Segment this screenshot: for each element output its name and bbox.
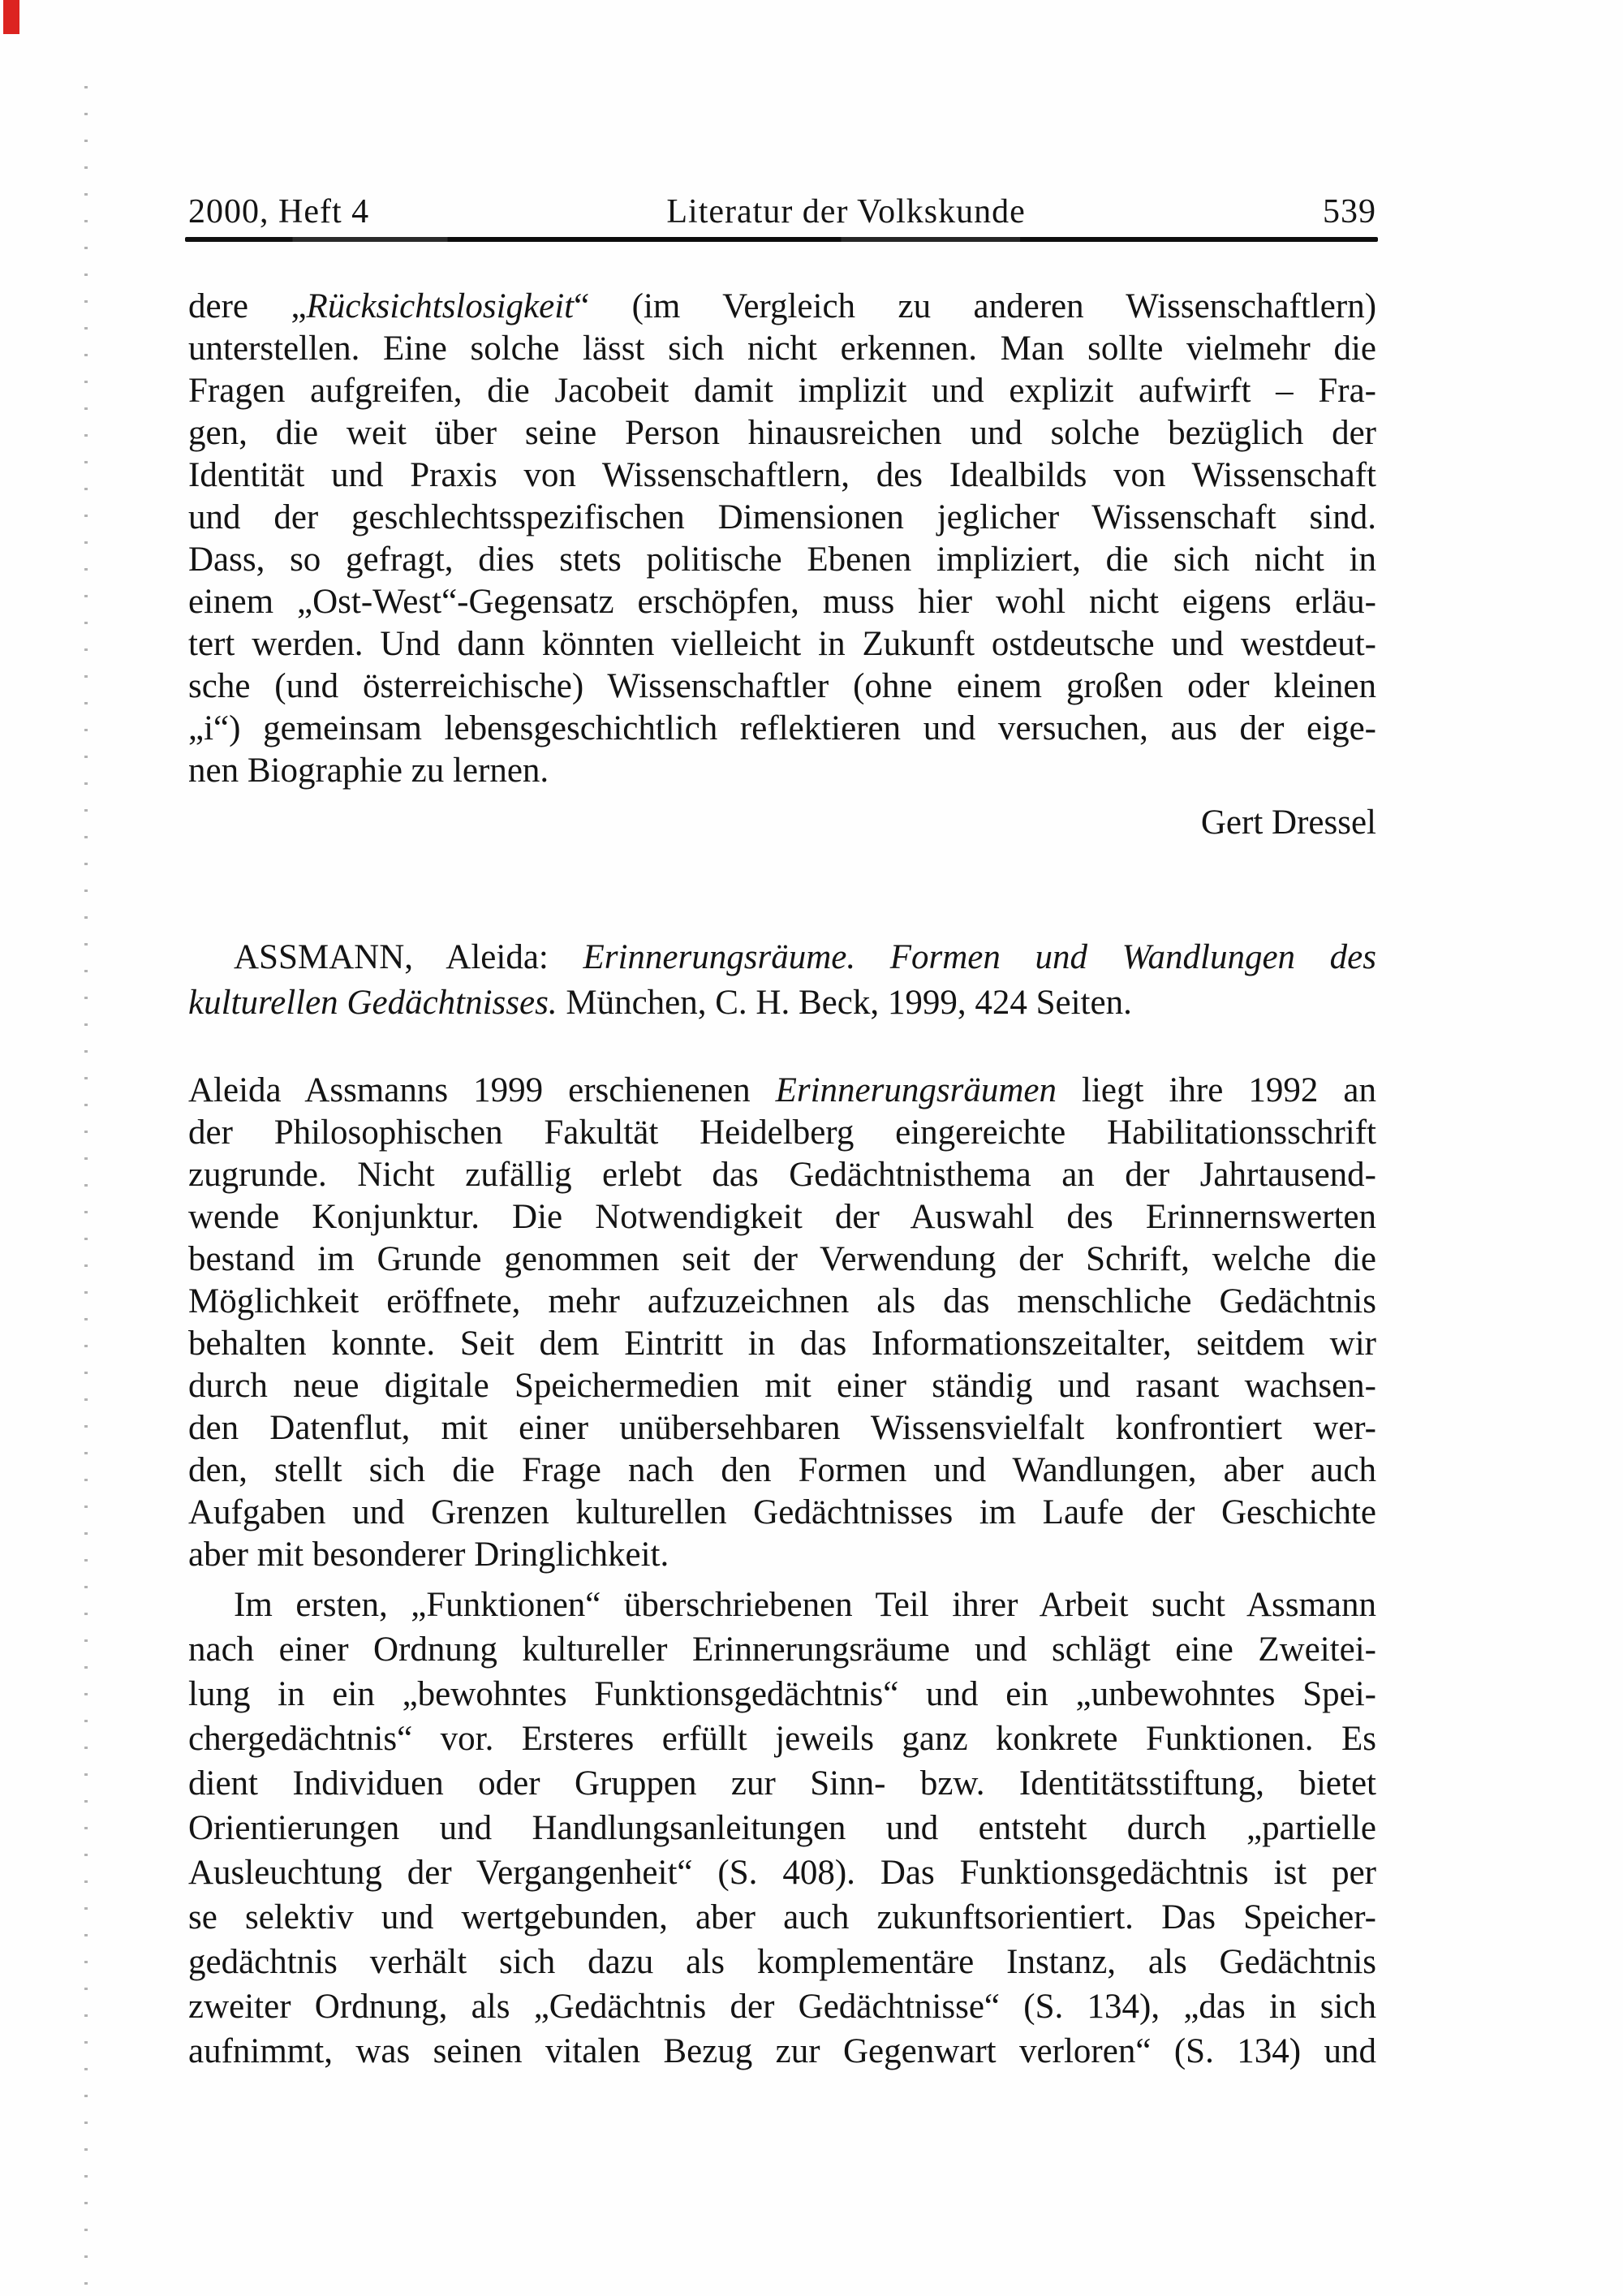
text-line: einem „Ost-West“-Gegensatz erschöpfen, muss hier wohl nicht eigens erläu- [188,583,1376,621]
text-line: Im ersten, „Funktionen“ überschriebenen Teil ihrer Arbeit sucht Assmann [234,1586,1376,1624]
paragraph-continuation [188,286,1376,792]
review-paragraph-2 [188,1583,1376,2074]
text-line: tert werden. Und dann könnten vielleicht in Zukunft ostdeutsche und westdeut- [188,625,1376,663]
text-line: Ausleuchtung der Vergangenheit“ (S. 408). Das Funktionsgedächtnis ist per [188,1854,1376,1892]
text-line: wende Konjunktur. Die Notwendigkeit der Auswahl des Erinnernswerten [188,1198,1376,1236]
text-line: durch neue digitale Speichermedien mit einer ständig und rasant wachsen- [188,1367,1376,1405]
header-journal-title: Literatur der Volkskunde [666,193,1026,230]
scan-artifact-red-bar [3,0,19,34]
text-line: kulturellen Gedächtnisses. München, C. H. Beck, 1999, 424 Seiten. [188,984,1132,1022]
binding-dotted-line [84,86,88,2289]
text-line: unterstellen. Eine solche lässt sich nicht erkennen. Man sollte vielmehr die [188,330,1376,368]
text-line: Aufgaben und Grenzen kulturellen Gedächtnisses im Laufe der Geschichte [188,1493,1376,1531]
text-line: sche (und österreichische) Wissenschaftler (ohne einem großen oder kleinen [188,667,1376,705]
text-line: behalten konnte. Seit dem Eintritt in das Informationszeitalter, seitdem wir [188,1325,1376,1363]
text-line: gedächtnis verhält sich dazu als komplementäre Instanz, als Gedächtnis [188,1943,1376,1981]
text-line: bestand im Grunde genommen seit der Verwendung der Schrift, welche die [188,1240,1376,1278]
header-rule [185,237,1378,242]
text-line: zugrunde. Nicht zufällig erlebt das Gedächtnisthema an der Jahrtausend- [188,1156,1376,1194]
text-line: zweiter Ordnung, als „Gedächtnis der Gedächtnisse“ (S. 134), „das in sich [188,1988,1376,2026]
text-line: Dass, so gefragt, dies stets politische Ebenen impliziert, die sich nicht in [188,541,1376,579]
text-line: Möglichkeit eröffnete, mehr aufzuzeichnen als das menschliche Gedächtnis [188,1282,1376,1320]
header-page-number: 539 [1323,193,1376,230]
text-column [188,286,1376,2074]
text-line: Orientierungen und Handlungsanleitungen und entsteht durch „partielle [188,1809,1376,1847]
text-line: Identität und Praxis von Wissenschaftlern, des Idealbilds von Wissenschaft [188,456,1376,494]
text-line: Fragen aufgreifen, die Jacobeit damit implizit und explizit aufwirft – Fra- [188,372,1376,410]
text-line: und der geschlechtsspezifischen Dimensionen jeglicher Wissenschaft sind. [188,498,1376,536]
text-line: nach einer Ordnung kultureller Erinnerungsräume und schlägt eine Zweitei- [188,1630,1376,1669]
text-line: ASSMANN, Aleida: Erinnerungsräume. Formen und Wandlungen des [234,938,1376,976]
signature: Gert Dressel [1200,803,1376,842]
review-paragraph-1 [188,1070,1376,1576]
text-line: Aleida Assmanns 1999 erschienenen Erinnerungsräumen liegt ihre 1992 an [188,1071,1376,1109]
text-line: der Philosophischen Fakultät Heidelberg eingereichte Habilitationsschrift [188,1114,1376,1152]
text-line: aufnimmt, was seinen vitalen Bezug zur Gegenwart verloren“ (S. 134) und [188,2032,1376,2070]
book-citation [188,935,1376,1026]
text-line: gen, die weit über seine Person hinausreichen und solche bezüglich der [188,414,1376,452]
text-line: den Datenflut, mit einer unübersehbaren Wissensvielfalt konfrontiert wer- [188,1409,1376,1447]
header-issue: 2000, Heft 4 [188,193,370,230]
text-line: lung in ein „bewohntes Funktionsgedächtnis“ und ein „unbewohntes Spei- [188,1675,1376,1713]
text-line: nen Biographie zu lernen. [188,752,549,790]
text-line: dient Individuen oder Gruppen zur Sinn- bzw. Identitätsstiftung, bietet [188,1764,1376,1803]
text-line: „i“) gemeinsam lebensgeschichtlich reflektieren und versuchen, aus der eige- [188,709,1376,747]
text-line: dere „Rücksichtslosigkeit“ (im Vergleich zu anderen Wissenschaftlern) [188,287,1377,325]
page-header [188,193,1376,230]
text-line: chergedächtnis“ vor. Ersteres erfüllt jeweils ganz konkrete Funktionen. Es [188,1720,1376,1758]
text-line: aber mit besonderer Dringlichkeit. [188,1536,669,1574]
text-line: den, stellt sich die Frage nach den Formen und Wandlungen, aber auch [188,1451,1376,1489]
text-line: se selektiv und wertgebunden, aber auch zukunftsorientiert. Das Speicher- [188,1898,1376,1936]
